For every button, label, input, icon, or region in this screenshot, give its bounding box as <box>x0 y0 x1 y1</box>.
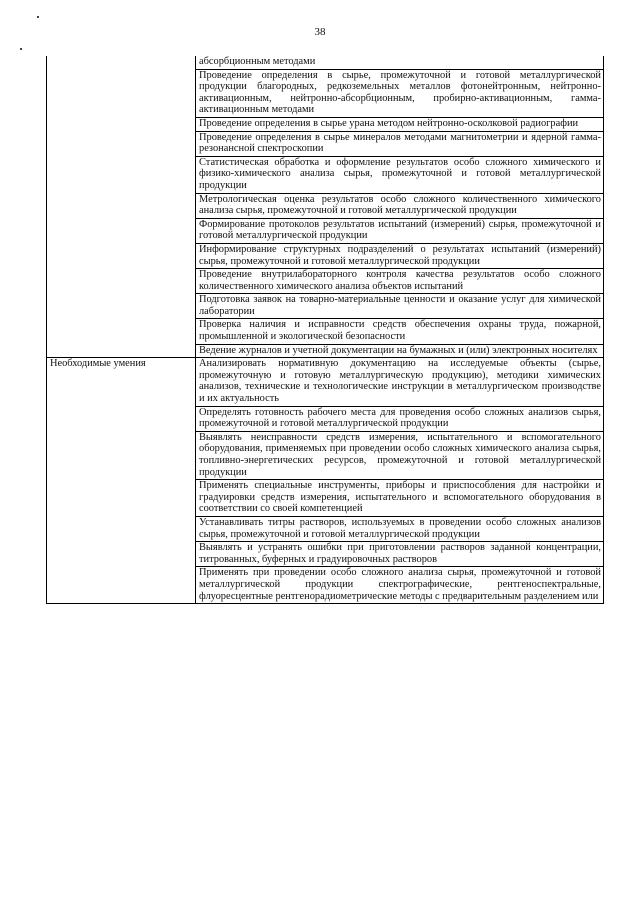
table-cell: Проведение определения в сырье урана методом нейтронно-осколковой радиографии <box>196 117 604 131</box>
table-cell: Применять при проведении особо сложного анализа сырья, промежуточной и готовой металлургической продукции спектрографические, рентгеноспектральные, флуоресцентные рентгенорадиометрические методы с предварительным разделением или <box>196 567 604 604</box>
table-cell: Анализировать нормативную документацию на исследуемые объекты (сырье, промежуточную и готовую металлургическую продукцию), методики химических анализов, технические и технологические инструкции в металлургическом производстве и их актуальность <box>196 358 604 406</box>
table-cell: Проведение определения в сырье, промежуточной и готовой металлургической продукции благородных, редкоземельных металлов фотонейтронным, нейтронно-активационным, нейтронно-абсорбционным, пробирно-активационным, гамма-активационным методами <box>196 69 604 117</box>
label-cell-continued <box>47 56 196 358</box>
table-cell: Информирование структурных подразделений о результатах испытаний (измерений) сырья, промежуточной и готовой металлургической продукции <box>196 243 604 268</box>
scan-mark <box>37 16 39 18</box>
table-cell: Применять специальные инструменты, приборы и приспособления для настройки и градуировки средств измерения, испытательного и вспомогательного оборудования в соответствии со своей компетенцией <box>196 480 604 517</box>
table-cell: Проведение определения в сырье минералов методами магнитометрии и ядерной гамма-резонансной спектроскопии <box>196 131 604 156</box>
section-label-skills: Необходимые умения <box>47 358 196 604</box>
table-cell: Формирование протоколов результатов испытаний (измерений) сырья, промежуточной и готовой металлургической продукции <box>196 218 604 243</box>
table-cell: Выявлять неисправности средств измерения, испытательного и вспомогательного оборудования, применяемых при проведении особо сложных химического анализа сырья, топливно-энергетических ресурсов, промежуточной и готовой металлургической продукции <box>196 431 604 479</box>
table-cell: Определять готовность рабочего места для проведения особо сложных анализов сырья, промежуточной и готовой металлургической продукции <box>196 406 604 431</box>
table-cell: Подготовка заявок на товарно-материальные ценности и оказание услуг для химической лаборатории <box>196 294 604 319</box>
table-cell: абсорбционным методами <box>196 56 604 69</box>
page-number: 38 <box>314 26 326 38</box>
table-row <box>47 358 604 406</box>
table-cell: Ведение журналов и учетной документации на бумажных и (или) электронных носителях <box>196 344 604 358</box>
table-cell: Проведение внутрилабораторного контроля качества результатов особо сложного количественного химического анализа объектов испытаний <box>196 269 604 294</box>
table-cell: Метрологическая оценка результатов особо сложного количественного химического анализа сырья, промежуточной и готовой металлургической продукции <box>196 193 604 218</box>
scan-mark <box>20 48 22 50</box>
table-cell: Устанавливать титры растворов, используемых в проведении особо сложных анализов сырья, промежуточной и готовой металлургической продукции <box>196 516 604 541</box>
table-cell: Проверка наличия и исправности средств обеспечения охраны труда, пожарной, промышленной и экологической безопасности <box>196 319 604 344</box>
table-row <box>47 56 604 69</box>
table-cell: Статистическая обработка и оформление результатов особо сложного химического и физико-химического анализа сырья, промежуточной и готовой металлургической продукции <box>196 156 604 193</box>
table-cell: Выявлять и устранять ошибки при приготовлении растворов заданной концентрации, титрованных, буферных и градуировочных растворов <box>196 542 604 567</box>
qualification-table <box>46 56 604 604</box>
